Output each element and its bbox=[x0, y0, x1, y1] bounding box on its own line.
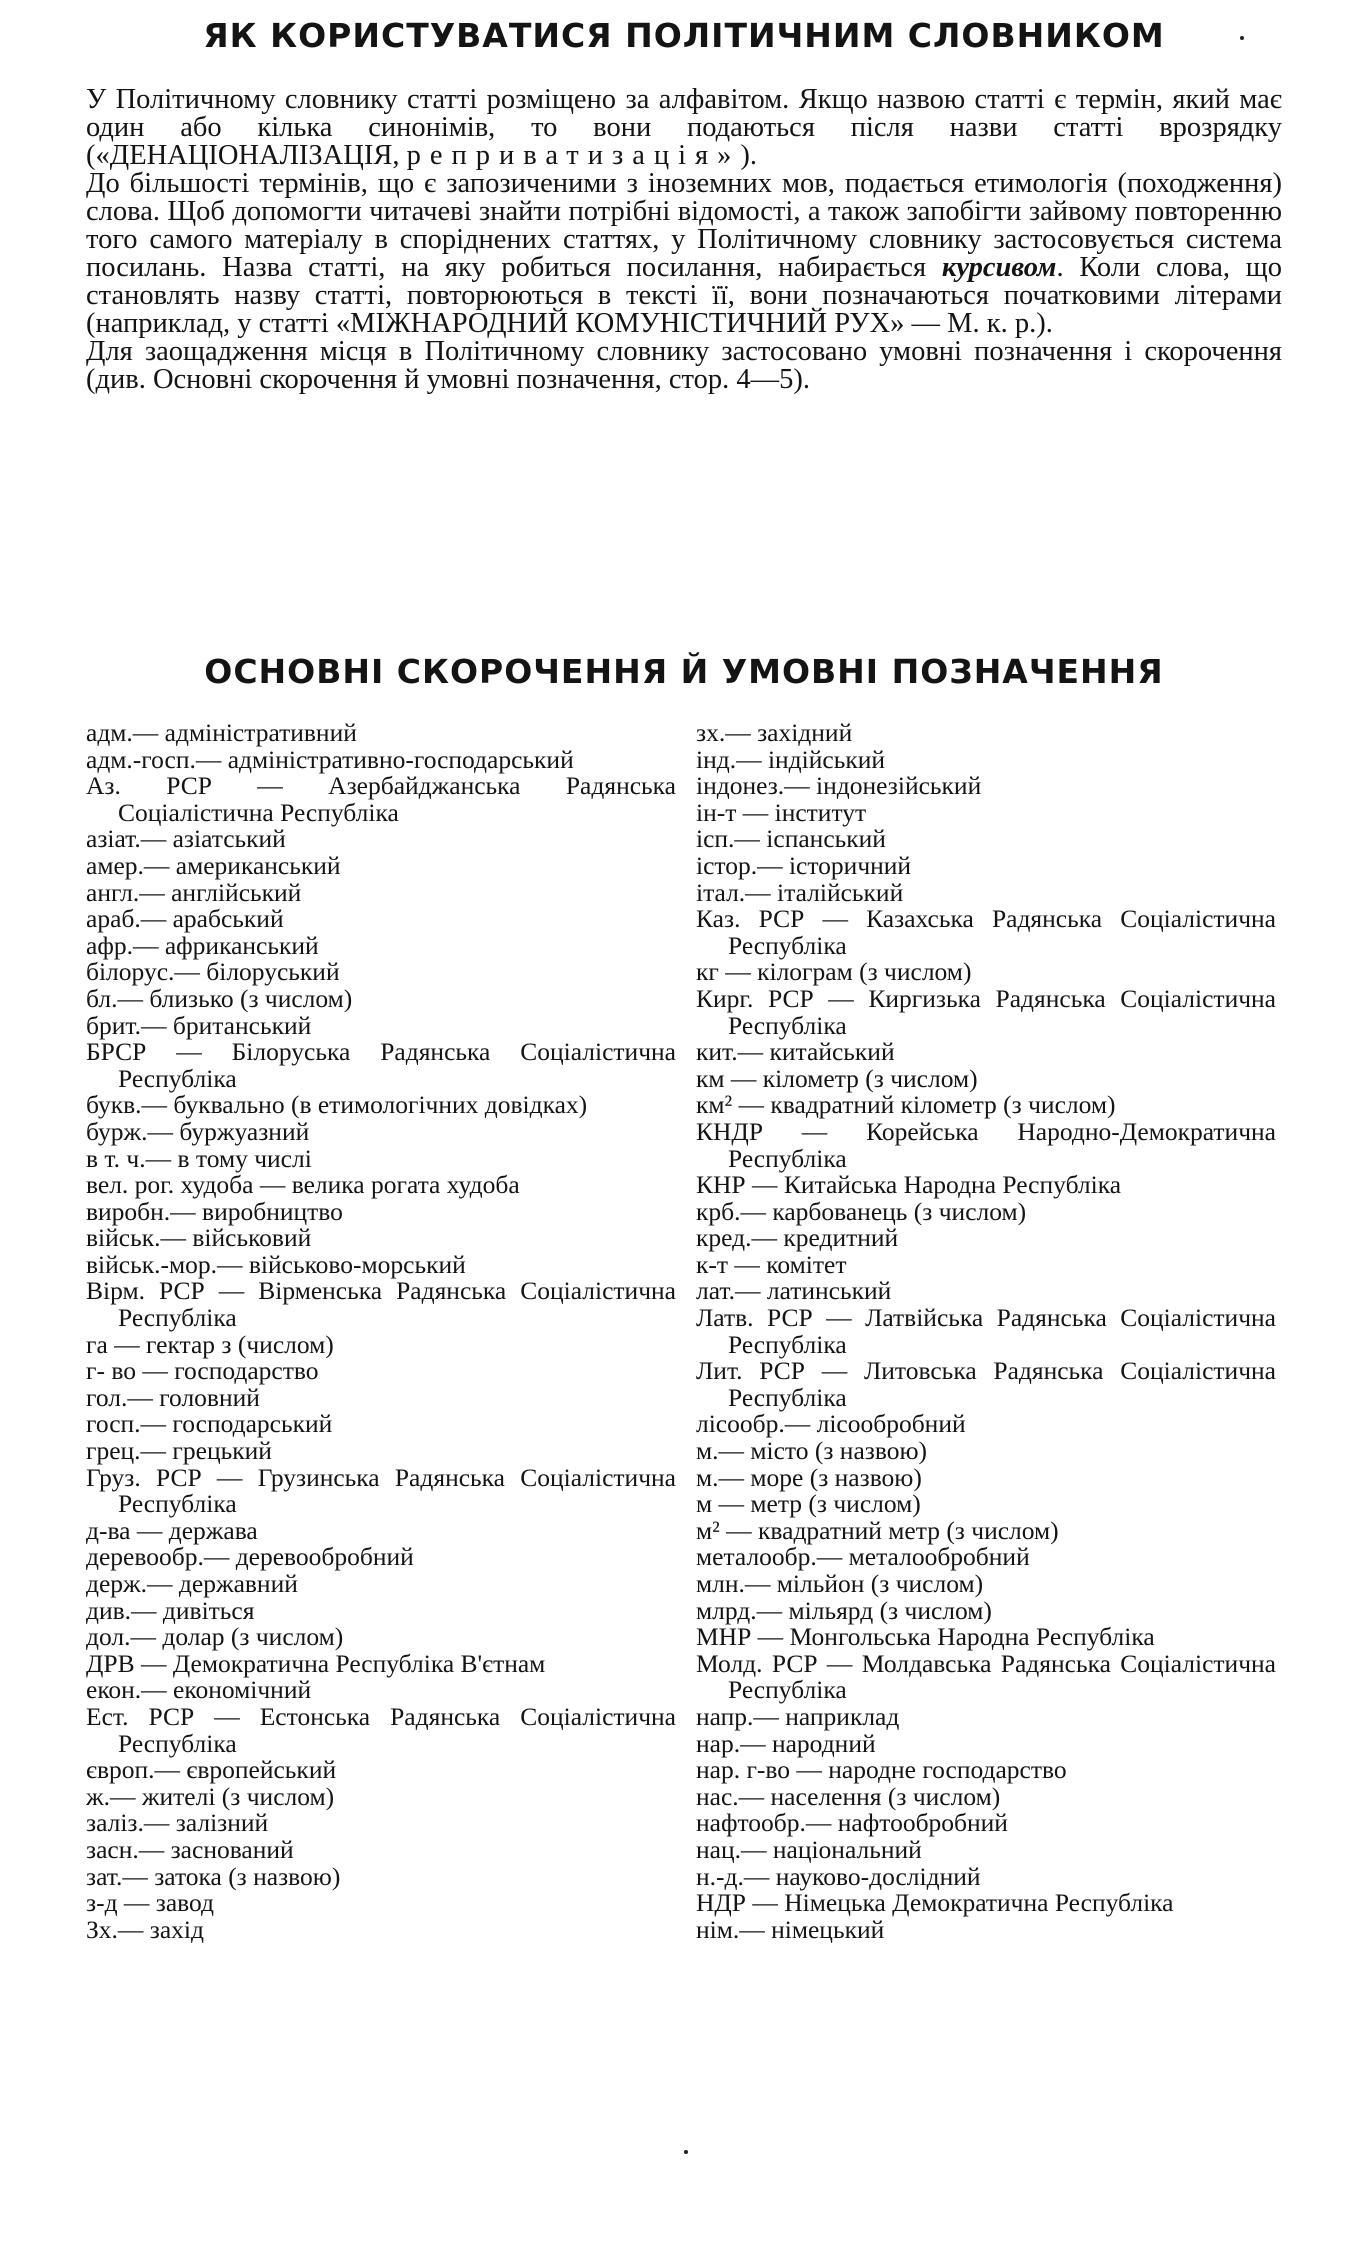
abbreviation-entry: Молд. РСР — Молдавська Радянська Соціалістична Республіка bbox=[696, 1648, 1276, 1705]
abbreviation-entry: гол.— головний bbox=[86, 1382, 260, 1412]
abbreviation-entry: Каз. РСР — Казахська Радянська Соціалістична Республіка bbox=[696, 904, 1276, 960]
abbreviation-entry: з-д — завод bbox=[86, 1888, 215, 1918]
abbreviation-entry: км — кілометр (з числом) bbox=[696, 1063, 978, 1093]
intro-paragraph-2 bbox=[86, 170, 1282, 338]
abbreviation-entry: Аз. РСР — Азербайджанська Радянська Соціалістична Республіка bbox=[86, 771, 676, 827]
intro-p2-italic-word: курсивом bbox=[941, 252, 1057, 283]
abbreviation-entry: брит.— британський bbox=[86, 1010, 312, 1040]
intro-p1-text: У Політичному словнику статті розміщено за алфавітом. Якщо назвою статті є термін, який має один або кілька синонімів, то вони подаються після назви статті врозрядку ( bbox=[86, 84, 1282, 171]
abbreviation-entry: дол.— долар (з числом) bbox=[86, 1622, 344, 1652]
abbreviation-entry: держ.— державний bbox=[86, 1569, 298, 1598]
abbreviation-entry: ж.— жителі (з числом) bbox=[86, 1781, 335, 1811]
abbreviation-entry: італ.— італійський bbox=[696, 877, 904, 907]
abbreviation-entry: букв.— буквально (в етимологічних довідках) bbox=[86, 1090, 588, 1120]
abbreviation-entry: м — метр (з числом) bbox=[696, 1489, 921, 1519]
abbreviation-entry: вел. рог. худоба — велика рогата худоба bbox=[86, 1170, 520, 1200]
intro-paragraph-1 bbox=[86, 86, 1282, 170]
abbreviation-entry: к-т — комітет bbox=[696, 1249, 847, 1279]
abbreviation-entry: екон.— економічний bbox=[86, 1675, 312, 1705]
section-title-abbreviations: ОСНОВНІ СКОРОЧЕННЯ Й УМОВНІ ПОЗНАЧЕННЯ bbox=[204, 652, 1164, 691]
abbreviation-entry: МНР — Монгольська Народна Республіка bbox=[696, 1622, 1155, 1652]
abbreviation-entry: в т. ч.— в тому числі bbox=[86, 1143, 312, 1173]
abbreviation-entry: Зх.— захід bbox=[86, 1914, 204, 1944]
intro-p1-spaced-synonym: реприватизація» bbox=[406, 140, 741, 171]
abbreviation-entry: деревообр.— деревообробний bbox=[86, 1542, 414, 1572]
abbreviation-entry: н.-д.— науково-дослідний bbox=[696, 1861, 981, 1891]
abbreviation-entry: КНДР — Корейська Народно-Демократична Республіка bbox=[696, 1116, 1276, 1173]
abbreviation-entry: нар. г-во — народне господарство bbox=[696, 1755, 1067, 1785]
abbreviation-entry: га — гектар з (числом) bbox=[86, 1329, 334, 1359]
abbreviation-entry: засн.— заснований bbox=[86, 1834, 294, 1864]
print-speck bbox=[684, 2150, 688, 2154]
abbreviation-entry: напр.— наприклад bbox=[696, 1701, 900, 1731]
abbreviation-entry: грец.— грецький bbox=[86, 1436, 272, 1466]
abbreviation-entry: амер.— американський bbox=[86, 850, 341, 880]
abbreviation-entry: військ.-мор.— військово-морський bbox=[86, 1249, 466, 1279]
abbreviation-entry: Лит. РСР — Литовська Радянська Соціалістична Республіка bbox=[696, 1356, 1276, 1412]
abbreviation-entry: військ.— військовий bbox=[86, 1223, 312, 1253]
abbreviation-entry: нім.— німецький bbox=[696, 1914, 885, 1944]
abbreviation-entry: виробн.— виробництво bbox=[86, 1196, 343, 1226]
abbreviation-entry: нац.— національний bbox=[696, 1834, 922, 1864]
abbreviation-entry: металообр.— металообробний bbox=[696, 1542, 1030, 1572]
abbreviation-entry: індонез.— індонезійський bbox=[696, 771, 982, 801]
abbreviation-entry: азіат.— азіатський bbox=[86, 824, 286, 854]
abbreviation-entry: ісп.— іспанський bbox=[696, 824, 886, 854]
abbreviations-right-column bbox=[696, 720, 1276, 1943]
intro-p2-rest: . Коли слова, що становлять назву статті, повторюються в тексті її, вони позначаються початковими літерами (наприклад, у статті «МІЖНАРОДНИЙ КОМУНІСТИЧНИЙ РУХ» — М. к. р.). bbox=[86, 252, 1282, 339]
print-speck bbox=[1240, 36, 1244, 40]
abbreviation-entry: Ест. РСР — Естонська Радянська Соціалістична Республіка bbox=[86, 1701, 676, 1758]
abbreviation-entry: Вірм. РСР — Вірменська Радянська Соціалістична Республіка bbox=[86, 1276, 676, 1333]
abbreviation-entry: д-ва — держава bbox=[86, 1515, 258, 1545]
abbreviation-entry: КНР — Китайська Народна Республіка bbox=[696, 1170, 1122, 1200]
abbreviation-entry: лат.— латинський bbox=[696, 1276, 892, 1306]
abbreviation-entry: білорус.— білоруський bbox=[86, 957, 340, 987]
abbreviation-entry: нас.— населення (з числом) bbox=[696, 1781, 1001, 1811]
abbreviation-entry: нар.— народний bbox=[696, 1728, 876, 1758]
abbreviation-entry: крб.— карбованець (з числом) bbox=[696, 1196, 1027, 1226]
abbreviation-entry: км² — квадратний кілометр (з числом) bbox=[696, 1090, 1116, 1120]
abbreviation-entry: Латв. РСР — Латвійська Радянська Соціалістична Республіка bbox=[696, 1303, 1276, 1359]
abbreviation-entry: англ.— англійський bbox=[86, 877, 302, 907]
abbreviation-entry: бурж.— буржуазний bbox=[86, 1116, 310, 1146]
abbreviation-entry: нафтообр.— нафтообробний bbox=[696, 1808, 1008, 1838]
abbreviations-left-column bbox=[86, 720, 676, 1943]
abbreviation-entry: ін-т — інститут bbox=[696, 797, 867, 827]
abbreviation-entry: госп.— господарський bbox=[86, 1409, 333, 1439]
abbreviation-entry: Груз. РСР — Грузинська Радянська Соціалістична Республіка bbox=[86, 1462, 676, 1519]
abbreviation-entry: кг — кілограм (з числом) bbox=[696, 957, 972, 987]
abbreviation-entry: араб.— арабський bbox=[86, 904, 284, 934]
usage-instructions bbox=[86, 86, 1282, 394]
intro-p1-end: ). bbox=[740, 140, 758, 171]
abbreviation-entry: кред.— кредитний bbox=[696, 1223, 899, 1253]
abbreviation-entry: м² — квадратний метр (з числом) bbox=[696, 1515, 1059, 1545]
intro-paragraph-3: Для заощадження місця в Політичному словнику застосовано умовні позначення і скорочення (див. Основні скорочення й умовні позначення, стор. 4—5). bbox=[86, 336, 1282, 395]
section-title-usage: ЯК КОРИСТУВАТИСЯ ПОЛІТИЧНИМ СЛОВНИКОМ bbox=[203, 16, 1165, 55]
abbreviation-entry: заліз.— залізний bbox=[86, 1808, 269, 1838]
abbreviation-entry: інд.— індійський bbox=[696, 744, 886, 774]
abbreviation-entry: Кирг. РСР — Киргизька Радянська Соціалістична Республіка bbox=[696, 983, 1276, 1040]
abbreviation-entry: зх.— західний bbox=[696, 718, 853, 747]
abbreviation-entry: м.— море (з назвою) bbox=[696, 1462, 922, 1492]
abbreviation-entry: істор.— історичний bbox=[696, 850, 912, 880]
abbreviation-entry: див.— дивіться bbox=[86, 1595, 255, 1625]
abbreviation-entry: зат.— затока (з назвою) bbox=[86, 1861, 341, 1891]
abbreviation-entry: європ.— європейський bbox=[86, 1755, 337, 1785]
abbreviation-entry: лісообр.— лісообробний bbox=[696, 1409, 966, 1439]
abbreviation-entry: БРСР — Білоруська Радянська Соціалістична Республіка bbox=[86, 1037, 676, 1093]
abbreviation-entry: адм.-госп.— адміністративно-господарський bbox=[86, 744, 574, 774]
abbreviation-entry: НДР — Німецька Демократична Республіка bbox=[696, 1888, 1174, 1918]
abbreviation-entry: адм.— адміністративний bbox=[86, 718, 357, 747]
abbreviation-entry: млн.— мільйон (з числом) bbox=[696, 1569, 984, 1598]
intro-p1-example: «ДЕНАЦІОНАЛІЗАЦІЯ, bbox=[95, 140, 407, 171]
abbreviation-entry: кит.— китайський bbox=[696, 1037, 895, 1067]
abbreviation-entry: млрд.— мільярд (з числом) bbox=[696, 1595, 992, 1625]
intro-p2-text: До більшості термінів, що є запозиченими з іноземних мов, подається етимологія (походження) слова. Щоб допомогти читачеві знайти потрібні відомості, а також запобігти зайвому повторенню того самого матеріалу в споріднених статтях, у Політичному словнику застосовується система посилань. Назва статті, на яку робиться посилання, набирається bbox=[86, 168, 1282, 283]
abbreviation-entry: ДРВ — Демократична Республіка В'єтнам bbox=[86, 1648, 546, 1678]
abbreviation-entry: афр.— африканський bbox=[86, 930, 319, 960]
abbreviation-entry: м.— місто (з назвою) bbox=[696, 1436, 927, 1466]
abbreviation-entry: бл.— близько (з числом) bbox=[86, 983, 353, 1013]
abbreviation-entry: г- во — господарство bbox=[86, 1356, 319, 1386]
